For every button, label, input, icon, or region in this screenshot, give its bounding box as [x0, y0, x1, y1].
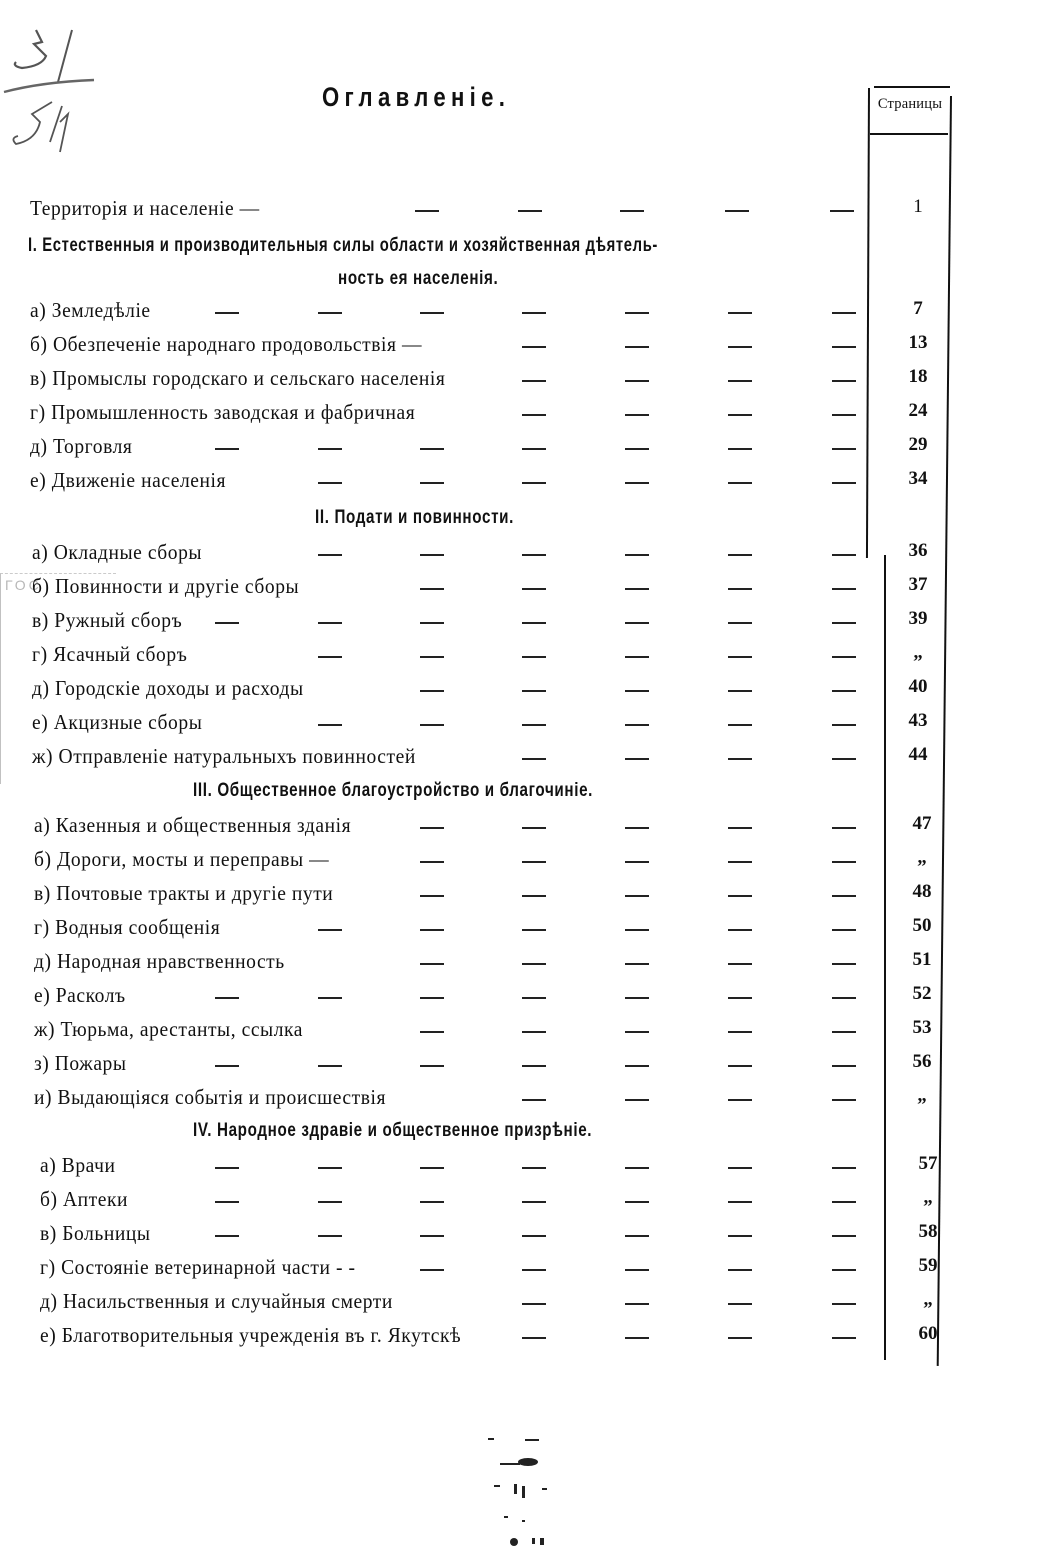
- leader-dash: [415, 210, 439, 212]
- leader-dash: [728, 1065, 752, 1067]
- toc-entry: [0, 1289, 1053, 1319]
- leader-dash: [832, 380, 856, 382]
- toc-entry-page: 43: [908, 710, 928, 731]
- toc-entry-label: з) Пожары: [34, 1051, 127, 1075]
- toc-entry: [0, 400, 1053, 430]
- toc-entry-label: Территорія и населеніе —: [30, 196, 260, 220]
- toc-entry: [0, 949, 1053, 979]
- toc-entry-page: 58: [918, 1221, 938, 1242]
- column-top-rule: [874, 86, 950, 88]
- toc-entry-page: „: [923, 1289, 933, 1310]
- toc-entry: [0, 1187, 1053, 1217]
- leader-dash: [522, 1031, 546, 1033]
- leader-dash: [318, 997, 342, 999]
- toc-entry: [0, 298, 1053, 328]
- leader-dash: [522, 758, 546, 760]
- leader-dash: [625, 1337, 649, 1339]
- leader-dash: [832, 622, 856, 624]
- toc-entry-label: а) Земледѣліе: [30, 298, 151, 322]
- toc-entry-page: 29: [908, 434, 928, 455]
- leader-dash: [318, 1201, 342, 1203]
- leader-dash: [522, 380, 546, 382]
- leader-dash: [522, 448, 546, 450]
- leader-dash: [728, 861, 752, 863]
- toc-entry: [0, 1017, 1053, 1047]
- leader-dash: [522, 895, 546, 897]
- toc-entry-label: д) Насильственныя и случайныя смерти: [40, 1289, 393, 1313]
- leader-dash: [420, 1031, 444, 1033]
- leader-dash: [728, 895, 752, 897]
- leader-dash: [832, 482, 856, 484]
- leader-dash: [625, 312, 649, 314]
- toc-entry-page: 34: [908, 468, 928, 489]
- leader-dash: [728, 827, 752, 829]
- leader-dash: [832, 1031, 856, 1033]
- leader-dash: [832, 827, 856, 829]
- leader-dash: [318, 724, 342, 726]
- toc-entry: [0, 332, 1053, 362]
- leader-dash: [832, 1167, 856, 1169]
- toc-entry-label: е) Благотворительныя учрежденія въ г. Якутскѣ: [40, 1323, 462, 1347]
- leader-dash: [522, 1303, 546, 1305]
- toc-entry-label: д) Торговля: [30, 434, 133, 458]
- toc-entry-page: 24: [908, 400, 928, 421]
- toc-entry-label: и) Выдающіяся событія и происшествія: [34, 1085, 387, 1109]
- toc-entry-label: г) Ясачный сборъ: [32, 642, 188, 666]
- leader-dash: [728, 380, 752, 382]
- leader-dash: [625, 588, 649, 590]
- leader-dash: [728, 448, 752, 450]
- toc-entry: [0, 847, 1053, 877]
- section-heading-1: I. Естественныя и производительныя силы области и хозяйственная дѣятель-: [28, 235, 658, 256]
- handwritten-archive-number: [2, 9, 102, 157]
- leader-dash: [318, 448, 342, 450]
- leader-dash: [832, 414, 856, 416]
- toc-entry-label: д) Народная нравственность: [34, 949, 285, 973]
- leader-dash: [728, 312, 752, 314]
- leader-dash: [625, 380, 649, 382]
- toc-entry-label: а) Казенныя и общественныя зданія: [34, 813, 352, 837]
- leader-dash: [832, 690, 856, 692]
- toc-entry-page: 47: [912, 813, 932, 834]
- leader-dash: [832, 963, 856, 965]
- toc-entry-label: б) Дороги, мосты и переправы —: [34, 847, 330, 871]
- leader-dash: [832, 588, 856, 590]
- section-heading-2: II. Подати и повинности.: [315, 507, 515, 528]
- leader-dash: [625, 656, 649, 658]
- leader-dash: [420, 622, 444, 624]
- leader-dash: [420, 861, 444, 863]
- leader-dash: [318, 482, 342, 484]
- leader-dash: [728, 929, 752, 931]
- leader-dash: [728, 1099, 752, 1101]
- toc-entry-page: 48: [912, 881, 932, 902]
- leader-dash: [625, 861, 649, 863]
- leader-dash: [625, 997, 649, 999]
- column-header-rule: [870, 133, 948, 135]
- leader-dash: [420, 1235, 444, 1237]
- toc-entry-page: 53: [912, 1017, 932, 1038]
- leader-dash: [420, 482, 444, 484]
- leader-dash: [625, 895, 649, 897]
- svg-text:31: 31: [2, 9, 18, 26]
- leader-dash: [625, 622, 649, 624]
- toc-entry-page: 56: [912, 1051, 932, 1072]
- leader-dash: [522, 482, 546, 484]
- leader-dash: [420, 656, 444, 658]
- leader-dash: [728, 1269, 752, 1271]
- leader-dash: [318, 554, 342, 556]
- toc-entry-page: „: [917, 847, 927, 868]
- leader-dash: [625, 1065, 649, 1067]
- toc-entry-intro: [0, 196, 1053, 226]
- leader-dash: [420, 1167, 444, 1169]
- toc-entry-page: 36: [908, 540, 928, 561]
- leader-dash: [522, 1269, 546, 1271]
- leader-dash: [832, 1065, 856, 1067]
- toc-entry-label: б) Повинности и другіе сборы: [32, 574, 300, 598]
- leader-dash: [832, 448, 856, 450]
- leader-dash: [420, 554, 444, 556]
- leader-dash: [620, 210, 644, 212]
- leader-dash: [832, 1235, 856, 1237]
- toc-entry-label: в) Ружный сборъ: [32, 608, 183, 632]
- leader-dash: [832, 758, 856, 760]
- toc-entry-page: 7: [913, 298, 923, 319]
- leader-dash: [420, 1269, 444, 1271]
- leader-dash: [522, 1235, 546, 1237]
- toc-entry-label: в) Больницы: [40, 1221, 151, 1245]
- leader-dash: [625, 929, 649, 931]
- leader-dash: [625, 1099, 649, 1101]
- toc-entry-label: е) Расколъ: [34, 983, 126, 1007]
- leader-dash: [832, 997, 856, 999]
- leader-dash: [215, 1235, 239, 1237]
- leader-dash: [522, 656, 546, 658]
- leader-dash: [728, 1235, 752, 1237]
- leader-dash: [420, 312, 444, 314]
- leader-dash: [522, 1065, 546, 1067]
- leader-dash: [522, 622, 546, 624]
- toc-entry: [0, 1221, 1053, 1251]
- toc-entry-page: „: [923, 1187, 933, 1208]
- leader-dash: [522, 963, 546, 965]
- toc-entry: [0, 744, 1053, 774]
- toc-entry-label: г) Состояніе ветеринарной части - -: [40, 1255, 356, 1279]
- leader-dash: [420, 1201, 444, 1203]
- leader-dash: [420, 690, 444, 692]
- leader-dash: [728, 656, 752, 658]
- leader-dash: [625, 1201, 649, 1203]
- leader-dash: [728, 588, 752, 590]
- toc-entry-label: г) Промышленность заводская и фабричная: [30, 400, 416, 424]
- leader-dash: [728, 1167, 752, 1169]
- leader-dash: [522, 724, 546, 726]
- leader-dash: [318, 622, 342, 624]
- toc-entry: [0, 983, 1053, 1013]
- leader-dash: [215, 622, 239, 624]
- leader-dash: [215, 997, 239, 999]
- leader-dash: [625, 554, 649, 556]
- leader-dash: [215, 1201, 239, 1203]
- leader-dash: [420, 929, 444, 931]
- leader-dash: [522, 861, 546, 863]
- leader-dash: [522, 929, 546, 931]
- leader-dash: [728, 414, 752, 416]
- toc-entry: [0, 608, 1053, 638]
- leader-dash: [420, 827, 444, 829]
- leader-dash: [420, 724, 444, 726]
- leader-dash: [625, 346, 649, 348]
- toc-entry-label: е) Движеніе населенія: [30, 468, 227, 492]
- toc-entry: [0, 540, 1053, 570]
- leader-dash: [420, 997, 444, 999]
- toc-entry-page: 1: [913, 196, 923, 217]
- leader-dash: [522, 690, 546, 692]
- leader-dash: [728, 997, 752, 999]
- leader-dash: [625, 1235, 649, 1237]
- leader-dash: [318, 656, 342, 658]
- leader-dash: [215, 448, 239, 450]
- leader-dash: [522, 346, 546, 348]
- leader-dash: [832, 861, 856, 863]
- leader-dash: [318, 1235, 342, 1237]
- leader-dash: [420, 1065, 444, 1067]
- toc-entry: [0, 1255, 1053, 1285]
- toc-entry-page: 39: [908, 608, 928, 629]
- toc-entry: [0, 434, 1053, 464]
- toc-entry-label: ж) Тюрьма, арестанты, ссылка: [34, 1017, 304, 1041]
- leader-dash: [728, 554, 752, 556]
- toc-entry: [0, 813, 1053, 843]
- leader-dash: [420, 448, 444, 450]
- toc-entry-page: 37: [908, 574, 928, 595]
- toc-entry-page: 57: [918, 1153, 938, 1174]
- toc-entry-page: 51: [912, 949, 932, 970]
- toc-entry-page: 52: [912, 983, 932, 1004]
- toc-entry-page: 44: [908, 744, 928, 765]
- toc-entry-label: в) Почтовые тракты и другіе пути: [34, 881, 334, 905]
- leader-dash: [832, 1269, 856, 1271]
- leader-dash: [625, 1303, 649, 1305]
- leader-dash: [420, 963, 444, 965]
- leader-dash: [625, 482, 649, 484]
- toc-entry-label: а) Окладные сборы: [32, 540, 203, 564]
- leader-dash: [522, 827, 546, 829]
- leader-dash: [522, 997, 546, 999]
- leader-dash: [215, 1065, 239, 1067]
- leader-dash: [625, 1269, 649, 1271]
- page-title: Оглавленіе.: [322, 82, 511, 112]
- leader-dash: [832, 1099, 856, 1101]
- leader-dash: [832, 724, 856, 726]
- leader-dash: [625, 1031, 649, 1033]
- toc-entry: [0, 915, 1053, 945]
- toc-entry: [0, 468, 1053, 498]
- leader-dash: [522, 1099, 546, 1101]
- leader-dash: [625, 690, 649, 692]
- toc-entry-page: 40: [908, 676, 928, 697]
- toc-entry-page: 13: [908, 332, 928, 353]
- leader-dash: [728, 1201, 752, 1203]
- leader-dash: [830, 210, 854, 212]
- section-heading-1-continued: ность ея населенія.: [338, 268, 499, 289]
- stamp-text: ГОС: [5, 577, 42, 593]
- toc-entry: [0, 1051, 1053, 1081]
- leader-dash: [318, 312, 342, 314]
- leader-dash: [625, 963, 649, 965]
- leader-dash: [522, 414, 546, 416]
- toc-entry: [0, 366, 1053, 396]
- leader-dash: [625, 724, 649, 726]
- toc-entry: [0, 642, 1053, 672]
- leader-dash: [522, 1167, 546, 1169]
- leader-dash: [522, 1201, 546, 1203]
- toc-entry-page: „: [917, 1085, 927, 1106]
- toc-entry-label: г) Водныя сообщенія: [34, 915, 221, 939]
- leader-dash: [522, 588, 546, 590]
- leader-dash: [832, 929, 856, 931]
- leader-dash: [728, 758, 752, 760]
- toc-entry: [0, 881, 1053, 911]
- toc-entry: [0, 574, 1053, 604]
- toc-entry-page: 18: [908, 366, 928, 387]
- leader-dash: [832, 1201, 856, 1203]
- toc-entry-label: д) Городскіе доходы и расходы: [32, 676, 304, 700]
- toc-entry: [0, 676, 1053, 706]
- leader-dash: [420, 895, 444, 897]
- leader-dash: [522, 554, 546, 556]
- leader-dash: [625, 827, 649, 829]
- printers-ornament: [480, 1430, 590, 1550]
- leader-dash: [832, 1303, 856, 1305]
- toc-entry-page: 50: [912, 915, 932, 936]
- toc-entry-label: б) Аптеки: [40, 1187, 129, 1211]
- leader-dash: [728, 690, 752, 692]
- leader-dash: [832, 312, 856, 314]
- leader-dash: [832, 895, 856, 897]
- toc-entry-page: 60: [918, 1323, 938, 1344]
- toc-entry-label: ж) Отправленіе натуральныхъ повинностей: [32, 744, 416, 768]
- toc-entry: [0, 710, 1053, 740]
- leader-dash: [522, 1337, 546, 1339]
- leader-dash: [725, 210, 749, 212]
- leader-dash: [625, 448, 649, 450]
- toc-entry-label: б) Обезпеченіе народнаго продовольствія —: [30, 332, 423, 356]
- leader-dash: [728, 622, 752, 624]
- toc-entry-label: а) Врачи: [40, 1153, 116, 1177]
- toc-entry-label: е) Акцизные сборы: [32, 710, 203, 734]
- toc-entry-label: в) Промыслы городскаго и сельскаго населенія: [30, 366, 446, 390]
- leader-dash: [518, 210, 542, 212]
- leader-dash: [728, 963, 752, 965]
- leader-dash: [728, 1303, 752, 1305]
- toc-entry-page: „: [913, 642, 923, 663]
- leader-dash: [728, 482, 752, 484]
- leader-dash: [832, 346, 856, 348]
- leader-dash: [728, 346, 752, 348]
- leader-dash: [728, 1337, 752, 1339]
- leader-dash: [832, 1337, 856, 1339]
- leader-dash: [625, 758, 649, 760]
- leader-dash: [318, 1065, 342, 1067]
- leader-dash: [832, 554, 856, 556]
- leader-dash: [522, 312, 546, 314]
- pages-column-header: Страницы: [877, 96, 943, 112]
- toc-entry: [0, 1153, 1053, 1183]
- leader-dash: [318, 929, 342, 931]
- section-heading-4: IV. Народное здравіе и общественное призрѣніе.: [193, 1120, 593, 1141]
- section-heading-3: III. Общественное благоустройство и благочиніе.: [193, 780, 594, 801]
- leader-dash: [728, 1031, 752, 1033]
- toc-entry-page: 59: [918, 1255, 938, 1276]
- leader-dash: [318, 1167, 342, 1169]
- leader-dash: [728, 724, 752, 726]
- leader-dash: [420, 588, 444, 590]
- leader-dash: [832, 656, 856, 658]
- leader-dash: [625, 1167, 649, 1169]
- leader-dash: [625, 414, 649, 416]
- leader-dash: [215, 1167, 239, 1169]
- toc-entry: [0, 1323, 1053, 1353]
- leader-dash: [215, 312, 239, 314]
- toc-entry: [0, 1085, 1053, 1115]
